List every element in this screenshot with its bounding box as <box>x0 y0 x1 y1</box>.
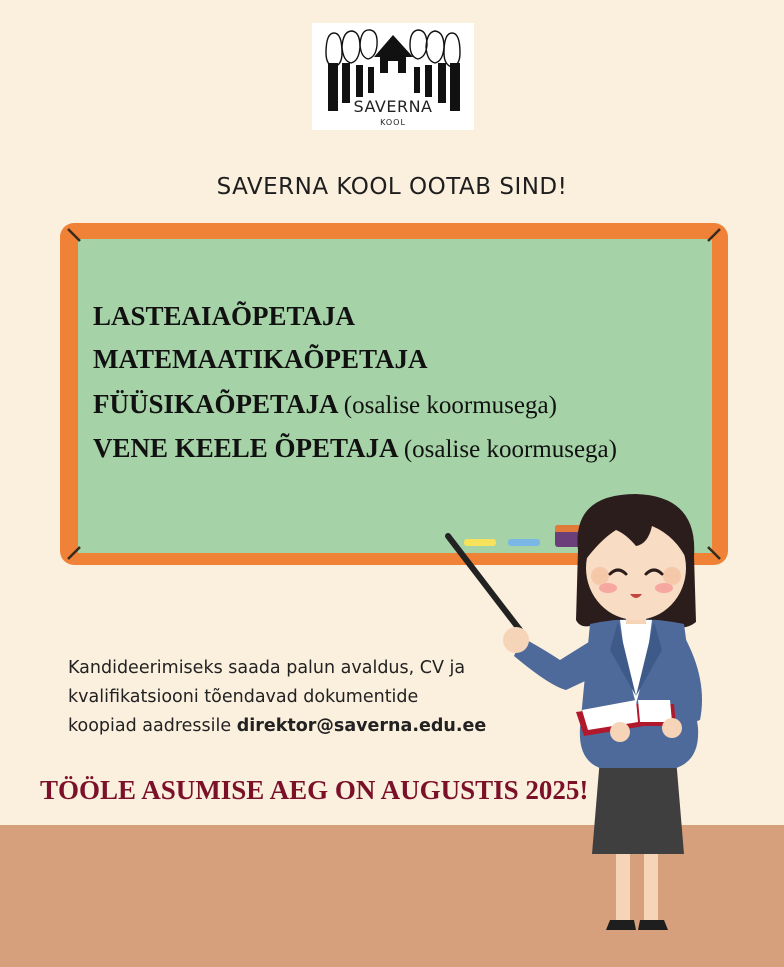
email-link[interactable]: direktor@saverna.edu.ee <box>236 716 487 736</box>
application-line-3: koopiad aadressile direktor@saverna.edu.ee <box>68 716 487 736</box>
position-3-note: (osalise koormusega) <box>343 392 557 419</box>
position-1: LASTEAIAÕPETAJA <box>93 301 356 331</box>
school-logo <box>312 23 474 130</box>
teacher-illustration <box>440 490 710 940</box>
logo-subtitle: KOOL <box>380 118 406 127</box>
application-line-1: Kandideerimiseks saada palun avaldus, CV ja <box>68 658 466 678</box>
position-4-note: (osalise koormusega) <box>403 436 617 463</box>
start-date-notice: TÖÖLE ASUMISE AEG ON AUGUSTIS 2025! <box>40 775 589 805</box>
position-4: VENE KEELE ÕPETAJA (osalise koormusega) <box>93 433 617 463</box>
headline: SAVERNA KOOL OOTAB SIND! <box>216 174 568 200</box>
position-3: FÜÜSIKAÕPETAJA (osalise koormusega) <box>93 389 557 419</box>
position-2: MATEMAATIKAÕPETAJA <box>93 344 428 374</box>
application-line-2: kvalifikatsiooni tõendavad dokumentide <box>68 687 419 707</box>
logo-name: SAVERNA <box>353 97 433 116</box>
